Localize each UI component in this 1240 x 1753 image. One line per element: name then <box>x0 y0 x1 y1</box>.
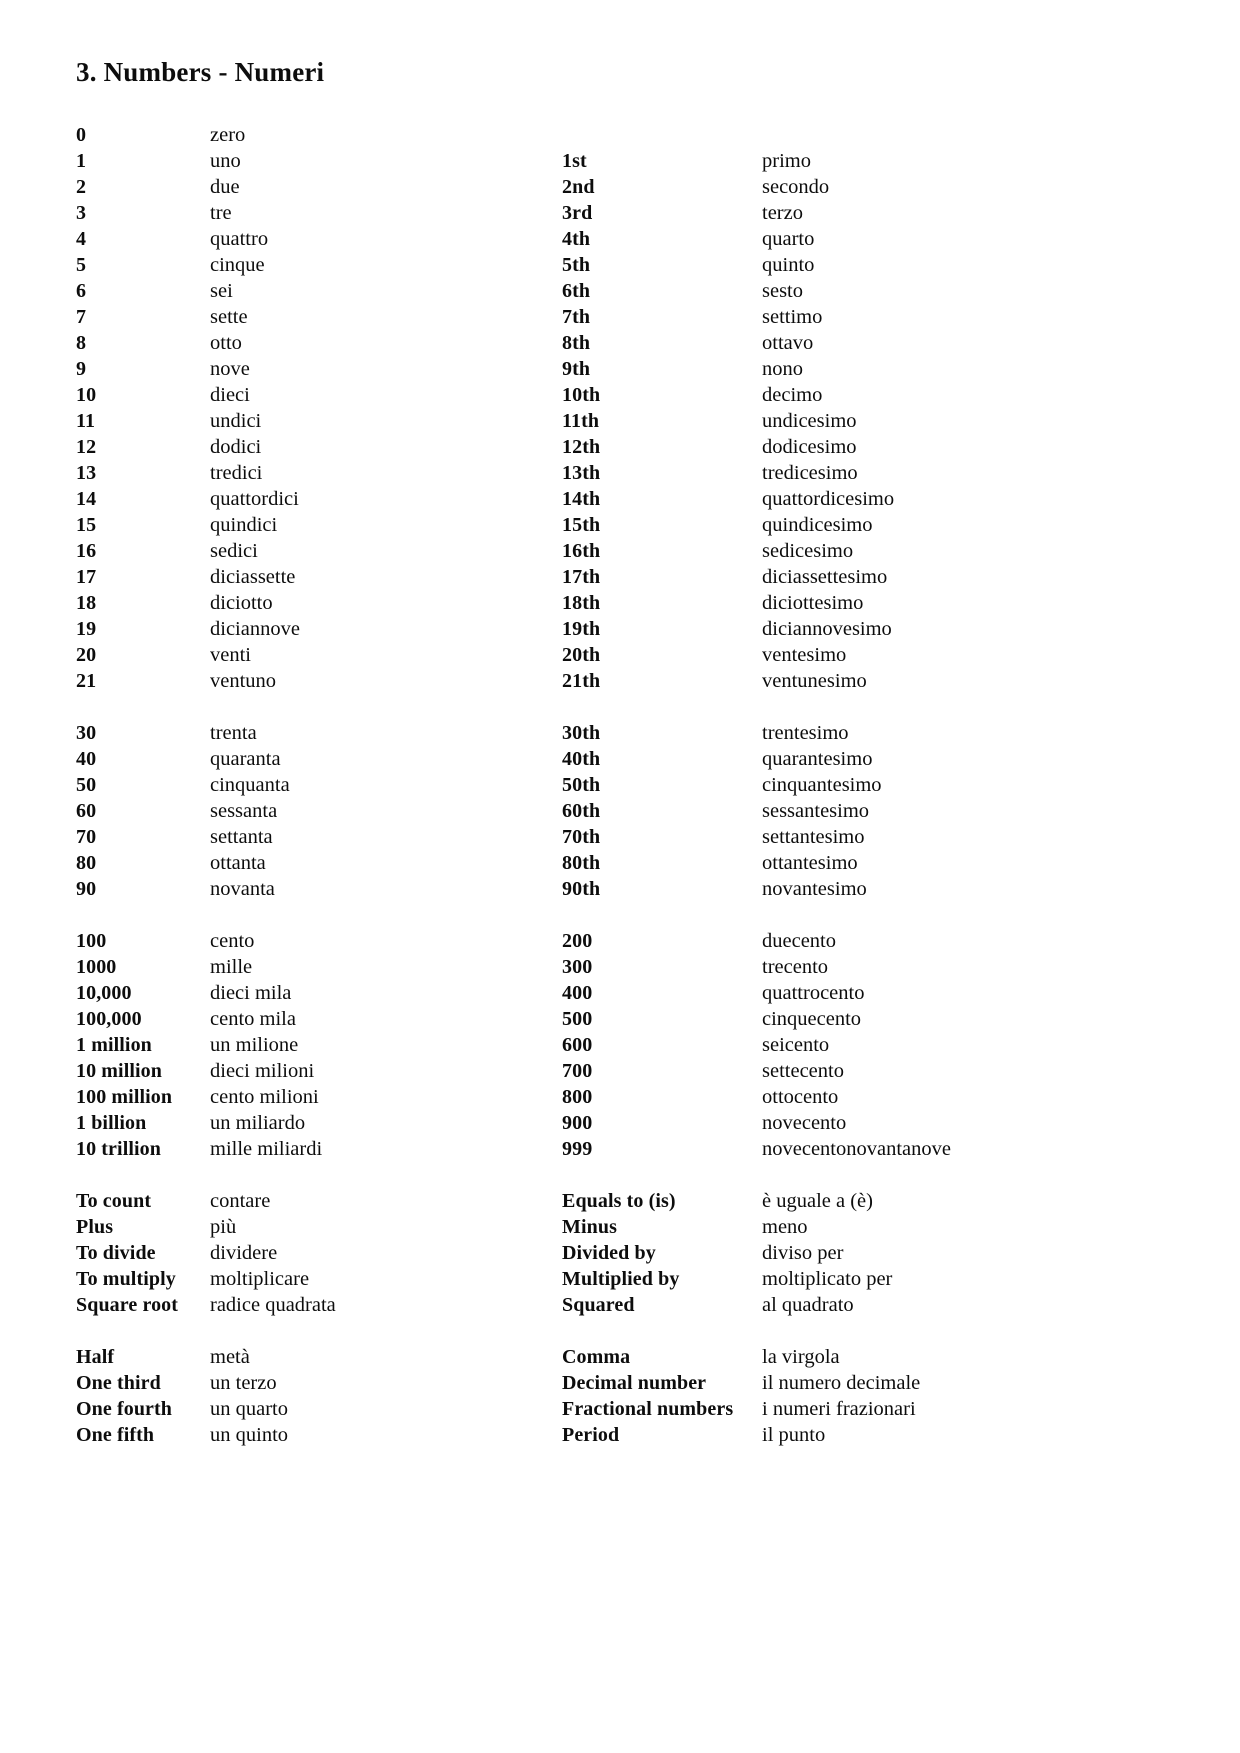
vocab-row <box>76 1006 556 1032</box>
term-italian: ventuno <box>210 670 277 693</box>
term-english: Plus <box>76 1216 114 1239</box>
term-italian: un quinto <box>210 1424 289 1447</box>
vocab-row <box>76 408 556 434</box>
vocab-row <box>76 1058 556 1084</box>
term-english: 40 <box>76 748 97 771</box>
term-english: 16 <box>76 540 97 563</box>
term-english: 7th <box>562 306 591 329</box>
vocab-row <box>76 642 556 668</box>
vocab-row <box>562 1032 1082 1058</box>
term-italian: ventesimo <box>762 644 847 667</box>
term-english: 14th <box>562 488 601 511</box>
vocab-row <box>76 278 556 304</box>
term-english: 20 <box>76 644 97 667</box>
vocab-row <box>562 304 1082 330</box>
term-italian: trenta <box>210 722 257 745</box>
term-english: 4 <box>76 228 87 251</box>
left-column-inner <box>76 122 556 1448</box>
vocab-row <box>76 1032 556 1058</box>
term-italian: ottocento <box>762 1086 839 1109</box>
right-column <box>562 122 1082 1448</box>
term-italian: secondo <box>762 176 830 199</box>
term-italian: un milione <box>210 1034 299 1057</box>
vocab-row <box>562 356 1082 382</box>
term-italian: seicento <box>762 1034 830 1057</box>
term-english: 5th <box>562 254 591 277</box>
vocab-row <box>562 1214 1082 1240</box>
term-italian: sedicesimo <box>762 540 854 563</box>
section-ordinals-1-21 <box>562 148 1082 694</box>
vocab-row <box>562 1084 1082 1110</box>
term-italian: settantesimo <box>762 826 865 849</box>
vocab-row <box>562 1136 1082 1162</box>
vocab-row <box>562 1006 1082 1032</box>
term-english: Fractional numbers <box>562 1398 734 1421</box>
vocab-row <box>76 460 556 486</box>
term-italian: i numeri frazionari <box>762 1398 916 1421</box>
term-italian: ottantesimo <box>762 852 858 875</box>
term-italian: quindicesimo <box>762 514 873 537</box>
term-english: 4th <box>562 228 591 251</box>
term-english: 11 <box>76 410 96 433</box>
term-italian: cento <box>210 930 255 953</box>
term-english: 7 <box>76 306 87 329</box>
term-english: 800 <box>562 1086 593 1109</box>
section-fractions <box>76 1344 556 1448</box>
term-english: 21 <box>76 670 97 693</box>
term-english: 50th <box>562 774 601 797</box>
vocab-row <box>76 226 556 252</box>
vocab-row <box>76 1136 556 1162</box>
term-italian: quarto <box>762 228 815 251</box>
right-column-inner <box>562 122 1082 1448</box>
vocab-row <box>76 720 556 746</box>
vocab-row <box>562 1266 1082 1292</box>
vocab-row <box>76 174 556 200</box>
term-italian: è uguale a (è) <box>762 1190 873 1213</box>
term-english: 999 <box>562 1138 593 1161</box>
term-italian: tre <box>210 202 232 225</box>
section-ordinals-tens <box>562 720 1082 902</box>
term-italian: quattro <box>210 228 269 251</box>
term-italian: sedici <box>210 540 258 563</box>
term-italian: novecento <box>762 1112 847 1135</box>
term-italian: dividere <box>210 1242 278 1265</box>
term-italian: cinquecento <box>762 1008 862 1031</box>
term-english: 10 <box>76 384 97 407</box>
term-italian: moltiplicato per <box>762 1268 893 1291</box>
term-italian: ottanta <box>210 852 266 875</box>
vocab-row <box>76 980 556 1006</box>
section-operations-results <box>562 1188 1082 1318</box>
vocab-row <box>562 1396 1082 1422</box>
term-english: To divide <box>76 1242 156 1265</box>
term-english: 100 <box>76 930 107 953</box>
vocab-row <box>76 616 556 642</box>
vocab-row <box>562 174 1082 200</box>
vocab-row <box>562 382 1082 408</box>
term-italian: quattrocento <box>762 982 865 1005</box>
term-italian: al quadrato <box>762 1294 854 1317</box>
term-italian: sesto <box>762 280 803 303</box>
term-english: Half <box>76 1346 115 1369</box>
term-italian: dieci <box>210 384 250 407</box>
term-english: 30th <box>562 722 601 745</box>
term-italian: quattordicesimo <box>762 488 895 511</box>
vocab-row <box>562 512 1082 538</box>
term-italian: novecentonovantanove <box>762 1138 951 1161</box>
vocab-row <box>76 486 556 512</box>
vocab-row <box>562 1292 1082 1318</box>
vocab-row <box>562 486 1082 512</box>
term-english: 2 <box>76 176 87 199</box>
term-italian: tredici <box>210 462 263 485</box>
term-italian: nono <box>762 358 803 381</box>
term-english: 9 <box>76 358 87 381</box>
term-english: 400 <box>562 982 593 1005</box>
term-english: 15 <box>76 514 97 537</box>
term-italian: tredicesimo <box>762 462 858 485</box>
vocab-row <box>562 616 1082 642</box>
vocab-row <box>76 1214 556 1240</box>
term-italian: settecento <box>762 1060 844 1083</box>
term-english: 19 <box>76 618 97 641</box>
term-italian: cinquantesimo <box>762 774 882 797</box>
term-english: 10 trillion <box>76 1138 161 1161</box>
term-english: 50 <box>76 774 97 797</box>
term-italian: sette <box>210 306 248 329</box>
term-english: 18th <box>562 592 601 615</box>
vocab-row <box>76 1188 556 1214</box>
term-italian: un terzo <box>210 1372 277 1395</box>
term-italian: ventunesimo <box>762 670 867 693</box>
term-italian: quarantesimo <box>762 748 873 771</box>
term-english: One third <box>76 1372 161 1395</box>
vocab-row <box>76 954 556 980</box>
section-cardinals-tens <box>76 720 556 902</box>
term-english: Squared <box>562 1294 635 1317</box>
term-english: 19th <box>562 618 601 641</box>
section-notation <box>562 1344 1082 1448</box>
term-english: 700 <box>562 1060 593 1083</box>
vocab-row <box>562 1188 1082 1214</box>
vocab-row <box>76 1396 556 1422</box>
term-english: 10th <box>562 384 601 407</box>
term-english: Square root <box>76 1294 179 1317</box>
term-english: 12th <box>562 436 601 459</box>
term-english: 40th <box>562 748 601 771</box>
vocab-row <box>562 1240 1082 1266</box>
term-italian: mille <box>210 956 253 979</box>
term-english: 70th <box>562 826 601 849</box>
vocab-row <box>562 460 1082 486</box>
term-italian: moltiplicare <box>210 1268 310 1291</box>
vocab-row <box>76 1292 556 1318</box>
vocab-row <box>76 1370 556 1396</box>
vocab-row <box>76 928 556 954</box>
vocab-row <box>562 720 1082 746</box>
term-italian: dieci mila <box>210 982 292 1005</box>
term-italian: diciassette <box>210 566 296 589</box>
term-italian: cento mila <box>210 1008 296 1031</box>
term-english: 17 <box>76 566 97 589</box>
vocab-row <box>562 824 1082 850</box>
term-english: 12 <box>76 436 97 459</box>
vocab-row <box>562 538 1082 564</box>
term-italian: sei <box>210 280 233 303</box>
term-italian: radice quadrata <box>210 1294 336 1317</box>
vocab-row <box>76 434 556 460</box>
term-english: One fourth <box>76 1398 172 1421</box>
vocab-row <box>76 1422 556 1448</box>
vocab-row <box>76 252 556 278</box>
vocab-row <box>76 148 556 174</box>
term-italian: diviso per <box>762 1242 844 1265</box>
term-english: 5 <box>76 254 87 277</box>
vocab-row <box>562 148 1082 174</box>
term-english: 0 <box>76 124 87 147</box>
term-italian: novanta <box>210 878 275 901</box>
term-italian: mille miliardi <box>210 1138 323 1161</box>
term-italian: quinto <box>762 254 815 277</box>
vocab-row <box>76 1266 556 1292</box>
term-english: 1 million <box>76 1034 152 1057</box>
section-cardinals-hundreds <box>562 928 1082 1162</box>
term-english: Divided by <box>562 1242 656 1265</box>
term-english: 80th <box>562 852 601 875</box>
vocab-row <box>76 122 556 148</box>
vocab-row <box>562 226 1082 252</box>
term-english: Multiplied by <box>562 1268 680 1291</box>
vocab-row <box>76 1240 556 1266</box>
vocab-row <box>562 980 1082 1006</box>
term-english: To count <box>76 1190 152 1213</box>
term-italian: dieci milioni <box>210 1060 315 1083</box>
vocab-row <box>562 564 1082 590</box>
term-italian: sessantesimo <box>762 800 870 823</box>
term-english: 100 million <box>76 1086 173 1109</box>
vocab-row <box>76 1110 556 1136</box>
term-italian: la virgola <box>762 1346 840 1369</box>
term-italian: decimo <box>762 384 823 407</box>
vocab-row <box>562 642 1082 668</box>
term-italian: cinquanta <box>210 774 290 797</box>
term-english: Minus <box>562 1216 617 1239</box>
vocab-row <box>562 772 1082 798</box>
vocab-row <box>76 512 556 538</box>
vocab-row <box>76 564 556 590</box>
term-italian: trecento <box>762 956 829 979</box>
term-english: 13 <box>76 462 97 485</box>
term-italian: undici <box>210 410 262 433</box>
term-italian: venti <box>210 644 251 667</box>
vocab-row <box>562 200 1082 226</box>
term-english: 30 <box>76 722 97 745</box>
term-english: 18 <box>76 592 97 615</box>
vocab-row <box>76 590 556 616</box>
term-italian: duecento <box>762 930 836 953</box>
term-english: Period <box>562 1424 620 1447</box>
term-english: 90th <box>562 878 601 901</box>
term-english: 80 <box>76 852 97 875</box>
page-title: 3. Numbers - Numeri <box>76 57 325 87</box>
vocab-row <box>562 850 1082 876</box>
term-english: 14 <box>76 488 97 511</box>
vocab-row <box>562 1344 1082 1370</box>
term-english: 3 <box>76 202 87 225</box>
section-cardinals-0-21 <box>76 122 556 694</box>
term-english: 600 <box>562 1034 593 1057</box>
term-english: 70 <box>76 826 97 849</box>
term-english: 60 <box>76 800 97 823</box>
term-english: 8th <box>562 332 591 355</box>
term-italian: trentesimo <box>762 722 849 745</box>
term-english: 15th <box>562 514 601 537</box>
vocab-row <box>562 1370 1082 1396</box>
term-italian: cinque <box>210 254 265 277</box>
vocab-row <box>76 668 556 694</box>
vocab-row <box>562 1110 1082 1136</box>
term-italian: diciotto <box>210 592 273 615</box>
vocab-row <box>76 200 556 226</box>
term-english: 900 <box>562 1112 593 1135</box>
term-italian: dodicesimo <box>762 436 857 459</box>
term-english: 300 <box>562 956 593 979</box>
term-italian: diciassettesimo <box>762 566 888 589</box>
vocab-row <box>562 330 1082 356</box>
term-english: 2nd <box>562 176 595 199</box>
vocab-row <box>562 590 1082 616</box>
vocab-row <box>562 434 1082 460</box>
term-english: 13th <box>562 462 601 485</box>
term-italian: un miliardo <box>210 1112 306 1135</box>
section-operations-verbs <box>76 1188 556 1318</box>
vocab-row <box>562 668 1082 694</box>
vocab-row <box>76 876 556 902</box>
term-italian: diciannovesimo <box>762 618 892 641</box>
vocab-row <box>562 1422 1082 1448</box>
term-italian: settimo <box>762 306 823 329</box>
term-english: 17th <box>562 566 601 589</box>
term-italian: diciannove <box>210 618 300 641</box>
term-italian: un quarto <box>210 1398 288 1421</box>
vocab-row <box>562 252 1082 278</box>
term-english: 1 <box>76 150 87 173</box>
term-english: 1st <box>562 150 587 173</box>
vocab-row <box>562 746 1082 772</box>
term-italian: uno <box>210 150 241 173</box>
vocab-row <box>562 798 1082 824</box>
vocab-row <box>76 824 556 850</box>
vocabulary-columns <box>70 122 1170 1448</box>
term-english: 11th <box>562 410 600 433</box>
vocab-row <box>76 538 556 564</box>
term-italian: quattordici <box>210 488 299 511</box>
term-english: 1 billion <box>76 1112 147 1135</box>
vocab-row <box>76 1084 556 1110</box>
term-english: 6th <box>562 280 591 303</box>
vocab-row <box>76 330 556 356</box>
term-italian: cento milioni <box>210 1086 319 1109</box>
term-italian: diciottesimo <box>762 592 864 615</box>
term-italian: metà <box>210 1346 250 1369</box>
term-italian: quindici <box>210 514 278 537</box>
term-english: 60th <box>562 800 601 823</box>
left-column <box>76 122 556 1448</box>
term-italian: zero <box>210 124 246 147</box>
term-italian: contare <box>210 1190 271 1213</box>
term-english: One fifth <box>76 1424 155 1447</box>
term-english: 20th <box>562 644 601 667</box>
term-italian: sessanta <box>210 800 278 823</box>
term-italian: il punto <box>762 1424 826 1447</box>
vocab-row <box>76 772 556 798</box>
vocab-row <box>562 1058 1082 1084</box>
vocab-row <box>76 798 556 824</box>
term-english: Decimal number <box>562 1372 707 1395</box>
term-italian: più <box>210 1216 237 1239</box>
term-english: To multiply <box>76 1268 176 1291</box>
term-italian: ottavo <box>762 332 814 355</box>
vocab-row <box>562 954 1082 980</box>
vocab-row <box>76 356 556 382</box>
term-english: 9th <box>562 358 591 381</box>
vocab-row <box>562 928 1082 954</box>
section-cardinals-large <box>76 928 556 1162</box>
term-italian: dodici <box>210 436 262 459</box>
term-english: 6 <box>76 280 87 303</box>
vocab-row <box>562 876 1082 902</box>
term-english: 10 million <box>76 1060 163 1083</box>
vocab-row <box>562 278 1082 304</box>
term-english: 100,000 <box>76 1008 142 1031</box>
term-english: 3rd <box>562 202 593 225</box>
term-english: 21th <box>562 670 601 693</box>
term-italian: il numero decimale <box>762 1372 921 1395</box>
term-italian: quaranta <box>210 748 281 771</box>
term-italian: due <box>210 176 240 199</box>
term-english: 1000 <box>76 956 117 979</box>
term-english: 200 <box>562 930 593 953</box>
term-italian: nove <box>210 358 250 381</box>
term-english: 500 <box>562 1008 593 1031</box>
term-english: 8 <box>76 332 87 355</box>
vocab-row <box>76 304 556 330</box>
vocab-row <box>76 1344 556 1370</box>
vocab-row <box>76 382 556 408</box>
vocab-row <box>562 408 1082 434</box>
term-english: Comma <box>562 1346 631 1369</box>
vocab-row <box>76 746 556 772</box>
term-italian: settanta <box>210 826 273 849</box>
term-italian: terzo <box>762 202 803 225</box>
term-english: 10,000 <box>76 982 132 1005</box>
term-italian: primo <box>762 150 811 173</box>
term-italian: meno <box>762 1216 808 1239</box>
term-italian: undicesimo <box>762 410 857 433</box>
term-italian: otto <box>210 332 242 355</box>
term-italian: novantesimo <box>762 878 867 901</box>
vocab-row <box>76 850 556 876</box>
term-english: 16th <box>562 540 601 563</box>
term-english: 90 <box>76 878 97 901</box>
term-english: Equals to (is) <box>562 1190 676 1213</box>
